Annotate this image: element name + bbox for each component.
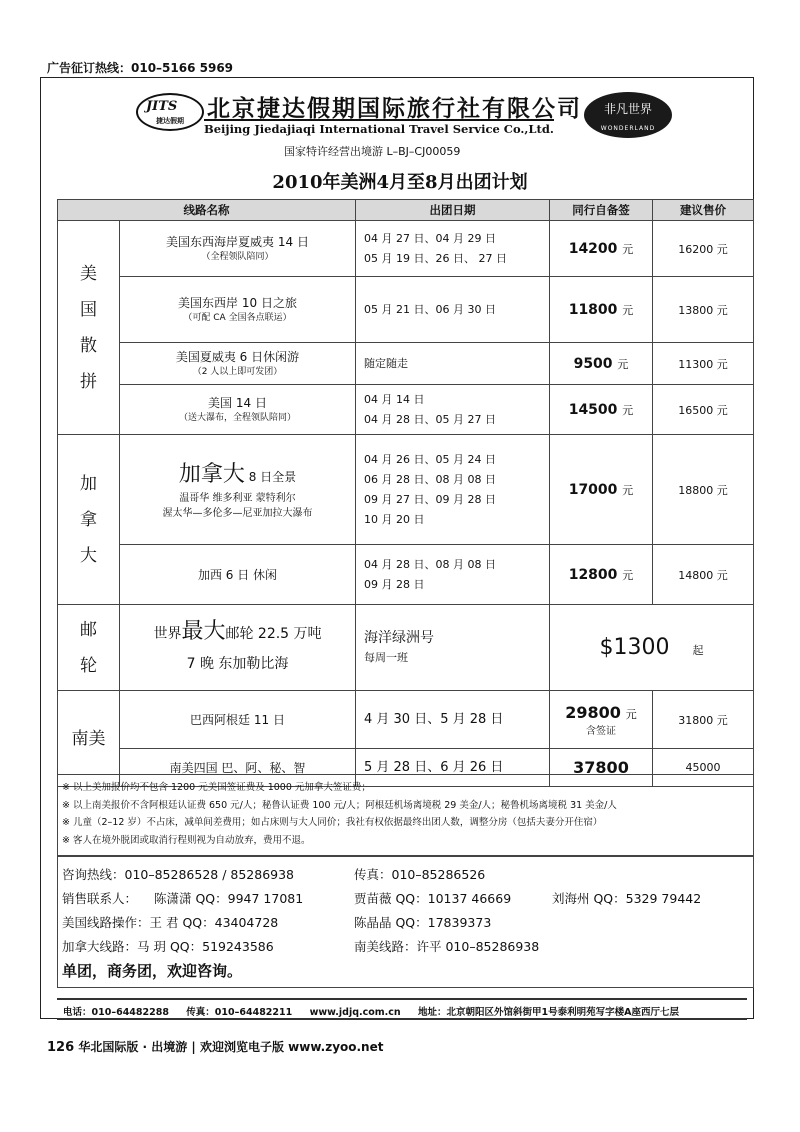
sales-contact: 刘海州 QQ：5329 79442 [552,891,702,906]
peer-price: 9500 元 [550,343,653,385]
note-item: ※ 以上南美报价不含阿根廷认证费 650 元/人；秘鲁认证费 100 元/人；阿根廷机场离境税 29 美金/人；秘鲁机场离境税 31 美金/人 [62,799,617,811]
route-name: 世界最大邮轮 22.5 万吨 7 晚 东加勒比海 [120,605,356,691]
departure-dates: 随定随走 [356,343,550,385]
suggested-price: 11300 元 [653,343,754,385]
license-number: 国家特许经营出境游 L–BJ–CJ00059 [284,145,461,158]
sales-label: 销售联系人： [62,891,138,906]
category-canada: 加 拿 大 [58,435,120,605]
us-operator: 美国线路操作：王 君 QQ：43404728 [62,915,279,930]
suggested-price: 18800 元 [653,435,754,545]
table-row [58,277,754,343]
south-america-operator: 南美线路：许平 010–85286938 [354,939,540,954]
route-name: 巴西阿根廷 11 日 [120,691,356,749]
page-number: 126 [47,1040,75,1055]
suggested-price: 16500 元 [653,385,754,435]
departure-dates: 04 月 26 日、05 月 24 日 06 月 28 日、08 月 08 日 09 月 27 日、09 月 28 日 10 月 20 日 [356,435,550,545]
peer-price: 14200 元 [550,221,653,277]
page-footer-text: 华北国际版 · 出境游 | 欢迎浏览电子版 www.zyoo.net [78,1040,384,1054]
badge-en: WONDERLAND [600,125,656,132]
table-row [58,691,754,749]
suggested-price: 13800 元 [653,277,754,343]
suggested-price: 14800 元 [653,545,754,605]
peer-price: 17000 元 [550,435,653,545]
peer-price: 37800 [550,749,653,787]
route-name: 美国东西海岸夏威夷 14 日 （全程领队陪同） [120,221,356,277]
note-item: ※ 儿童（2–12 岁）不占床，减单间差费用；如占床则与大人同价；我社有权依据最终出团人数，调整分房（包括夫妻分开住宿） [62,817,603,828]
route-name: 加拿大 8 日全景 温哥华 维多利亚 蒙特利尔 渥太华—多伦多—尼亚加拉大瀑布 [120,435,356,545]
route-name: 加西 6 日 休闲 [120,545,356,605]
header-dates: 出团日期 [356,200,550,221]
departure-dates: 04 月 28 日、08 月 08 日 09 月 28 日 [356,545,550,605]
category-cruise: 邮 轮 [58,605,120,691]
jits-logo [136,93,204,131]
route-name: 美国东西岸 10 日之旅 （可配 CA 全国各点联运） [120,277,356,343]
peer-price: 29800 元 含签证 [550,691,653,749]
ad-hotline: 广告征订热线：010–5166 5969 [47,61,234,75]
note-item: ※ 客人在境外脱团或取消行程则视为自动放弃，费用不退。 [62,834,311,846]
suggested-price: 16200 元 [653,221,754,277]
contact-info [62,863,742,983]
notes [62,779,617,849]
sales-contact: 陈潇潇 QQ：9947 17081 [154,891,304,906]
peer-price: 14500 元 [550,385,653,435]
badge-text: 非凡世界 [603,102,652,116]
category-us: 美 国 散 拼 [58,221,120,435]
contact-hotline: 咨询热线：010–85286528 / 85286938 [62,867,295,882]
header-route: 线路名称 [58,200,356,221]
departure-dates: 4 月 30 日、5 月 28 日 [356,691,550,749]
header-price: 建议售价 [653,200,754,221]
logo-abbr: JITS [146,99,178,114]
page-footer [47,1038,383,1055]
table-header [58,200,754,221]
logo-sub: 捷达假期 [156,116,184,125]
table-row [58,385,754,435]
table-row [58,343,754,385]
company-name-cn: 北京捷达假期国际旅行社有限公司 [207,95,582,122]
note-item: ※ 以上美加报价均不包含 1200 元美国签证费及 1000 元加拿大签证费； [62,782,371,793]
footer-tel: 电话：010–64482288 [63,1007,169,1018]
header-visa: 同行自备签 [550,200,653,221]
suggested-price: 45000 [653,749,754,787]
departure-dates: 04 月 27 日、04 月 29 日 05 月 19 日、26 日、 27 日 [356,221,550,277]
footer-fax: 传真：010–64482211 [186,1007,293,1018]
departure-dates: 05 月 21 日、06 月 30 日 [356,277,550,343]
slogan: 单团，商务团，欢迎咨询。 [62,962,243,980]
canada-operator: 加拿大线路：马 玥 QQ：519243586 [62,939,274,954]
wonderland-badge [584,92,672,138]
us-operator-2: 陈晶晶 QQ：17839373 [354,915,492,930]
peer-price: 12800 元 [550,545,653,605]
departure-dates: 5 月 28 日、6 月 26 日 [356,749,550,787]
departure-dates: 海洋绿洲号 每周一班 [356,605,550,691]
footer-bar [57,998,747,1020]
table-row [58,435,754,545]
suggested-price: 31800 元 [653,691,754,749]
footer-address: 地址：北京朝阳区外馆斜街甲1号泰利明苑写字楼A座西厅七层 [418,1007,679,1018]
departure-dates: 04 月 14 日 04 月 28 日、05 月 27 日 [356,385,550,435]
table-row [58,605,754,691]
sales-contact: 贾苗薇 QQ：10137 46669 [354,891,512,906]
cruise-price: $1300 起 [550,605,754,691]
category-south-america: 南美 [58,691,120,787]
page-title: 2010年美洲4月至8月出团计划 [272,172,528,193]
table-row [58,545,754,605]
route-name: 美国 14 日 （送大瀑布，全程领队陪同） [120,385,356,435]
route-name: 南美四国 巴、阿、秘、智 [120,749,356,787]
contact-fax: 传真：010–85286526 [354,867,486,882]
table-row [58,221,754,277]
peer-price: 11800 元 [550,277,653,343]
route-name: 美国夏威夷 6 日休闲游 （2 人以上即可发团） [120,343,356,385]
tour-table [57,199,754,787]
company-name-en: Beijing Jiedajiaqi International Travel Service Co.,Ltd. [204,119,554,136]
footer-web: www.jdjq.com.cn [309,1007,401,1018]
